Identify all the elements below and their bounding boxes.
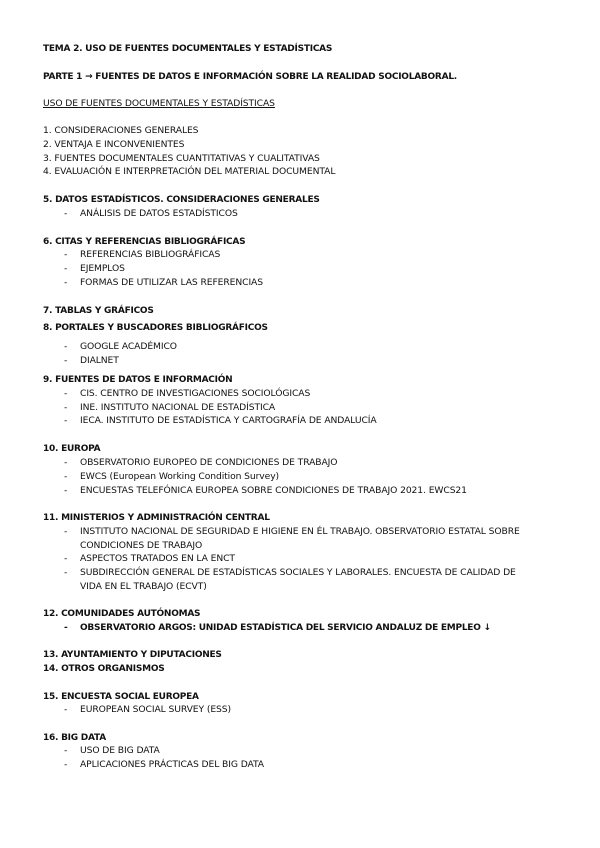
section-heading: 14. OTROS ORGANISMOS	[43, 664, 165, 674]
bullet: -	[64, 208, 68, 219]
section-heading: 8. PORTALES Y BUSCADORES BIBLIOGRÁFICOS	[43, 323, 268, 333]
section-heading: 10. EUROPA	[43, 444, 101, 454]
bullet: -	[64, 704, 68, 715]
bullet: -	[64, 485, 68, 496]
bullet: -	[64, 263, 68, 274]
section-heading: 16. BIG DATA	[43, 733, 106, 743]
section-heading: 5. DATOS ESTADÍSTICOS. CONSIDERACIONES GENERALES	[43, 195, 320, 205]
numbered-item: 4. EVALUACIÓN E INTERPRETACIÓN DEL MATERIAL DOCUMENTAL	[43, 166, 336, 177]
numbered-item: 3. FUENTES DOCUMENTALES CUANTITATIVAS Y CUALITATIVAS	[43, 153, 320, 164]
part-heading: PARTE 1 → FUENTES DE DATOS E INFORMACIÓN SOBRE LA REALIDAD SOCIOLABORAL.	[43, 72, 457, 82]
numbered-item: 2. VENTAJA E INCONVENIENTES	[43, 139, 185, 150]
bullet: -	[64, 402, 68, 413]
numbered-item: 1. CONSIDERACIONES GENERALES	[43, 125, 199, 136]
section-heading: 6. CITAS Y REFERENCIAS BIBLIOGRÁFICAS	[43, 237, 246, 247]
underlined-heading: USO DE FUENTES DOCUMENTALES Y ESTADÍSTICAS	[43, 98, 275, 109]
bullet: -	[64, 623, 68, 633]
bullet: -	[64, 457, 68, 468]
bullet: -	[64, 249, 68, 260]
bullet: -	[64, 745, 68, 756]
section-heading: 9. FUENTES DE DATOS E INFORMACIÓN	[43, 375, 233, 385]
bullet: -	[64, 277, 68, 288]
section-heading: 15. ENCUESTA SOCIAL EUROPEA	[43, 692, 199, 702]
bullet: -	[64, 415, 68, 426]
bullet: -	[64, 471, 68, 482]
bullet: -	[64, 759, 68, 770]
section-heading: 13. AYUNTAMIENTO Y DIPUTACIONES	[43, 650, 222, 660]
document-page: TEMA 2. USO DE FUENTES DOCUMENTALES Y ESTADÍSTICAS PARTE 1 → FUENTES DE DATOS E INFORMACIÓN SOBRE LA REALIDAD SOCIOLABORAL. USO DE FUENTES DOCUMENTALES Y ESTADÍSTICAS 1. CONSIDERACIONES GENERALES 2. VENTAJA E INCONVENIENTES 3. FUENTES DOCUMENTALES CUANTITATIVAS Y CUALITATIVAS 4. EVALUACIÓN E INTERPRETACIÓN DEL MATERIAL DOCUMENTAL 5. DATOS ESTADÍSTICOS. CONSIDERACIONES GENERALES - ANÁLISIS DE DATOS ESTADÍSTICOS 6. CITAS Y REFERENCIAS BIBLIOGRÁFICAS - REFERENCIAS BIBLIOGRÁFICAS - EJEMPLOS - FORMAS DE UTILIZAR LAS REFERENCIAS 7. TABLAS Y GRÁFICOS 8. PORTALES Y BUSCADORES BIBLIOGRÁFICOS - GOOGLE ACADÉMICO - DIALNET 9. FUENTES DE DATOS E INFORMACIÓN - CIS. CENTRO DE INVESTIGACIONES SOCIOLÓGICAS - INE. INSTITUTO NACIONAL DE ESTADÍSTICA - IECA. INSTITUTO DE ESTADÍSTICA Y CARTOGRAFÍA DE ANDALUCÍA 10. EUROPA - OBSERVATORIO EUROPEO DE CONDICIONES DE TRABAJO - EWCS (European Working Condition Survey) - ENCUESTAS TELEFÓNICA EUROPEA SOBRE CONDICIONES DE TRABAJO 2021. EWCS21 11. MINISTERIOS Y ADMINISTRACIÓN CENTRAL - INSTITUTO NACIONAL DE SEGURIDAD E HIGIENE EN ÉL TRABAJO. OBSERVATORIO ESTATAL SOBRE CONDICIONES DE TRABAJO - ASPECTOS TRATADOS EN LA ENCT - SUBDIRECCIÓN GENERAL DE ESTADÍSTICAS SOCIALES Y LABORALES. ENCUESTA DE CALIDAD DE VIDA EN EL TRABAJO (ECVT) 12. COMUNIDADES AUTÓNOMAS - OBSERVATORIO ARGOS: UNIDAD ESTADÍSTICA DEL SERVICIO ANDALUZ DE EMPLEO ↓ 13. AYUNTAMIENTO Y DIPUTACIONES 14. OTROS ORGANISMOS 15. ENCUESTA SOCIAL EUROPEA - EUROPEAN SOCIAL SURVEY (ESS) 16. BIG DATA - USO DE BIG DATA - APLICACIONES PRÁCTICAS DEL BIG DATA	[43, 44, 520, 770]
section-heading: 7. TABLAS Y GRÁFICOS	[43, 306, 154, 316]
bullet: -	[64, 388, 68, 399]
section-heading: 12. COMUNIDADES AUTÓNOMAS	[43, 609, 201, 619]
bullet: -	[64, 553, 68, 564]
document-title: TEMA 2. USO DE FUENTES DOCUMENTALES Y ESTADÍSTICAS	[43, 44, 333, 54]
section-heading: 11. MINISTERIOS Y ADMINISTRACIÓN CENTRAL	[43, 513, 270, 523]
bullet: -	[64, 355, 68, 366]
bullet: -	[64, 526, 68, 537]
bullet: -	[64, 341, 68, 352]
bullet: -	[64, 567, 68, 578]
